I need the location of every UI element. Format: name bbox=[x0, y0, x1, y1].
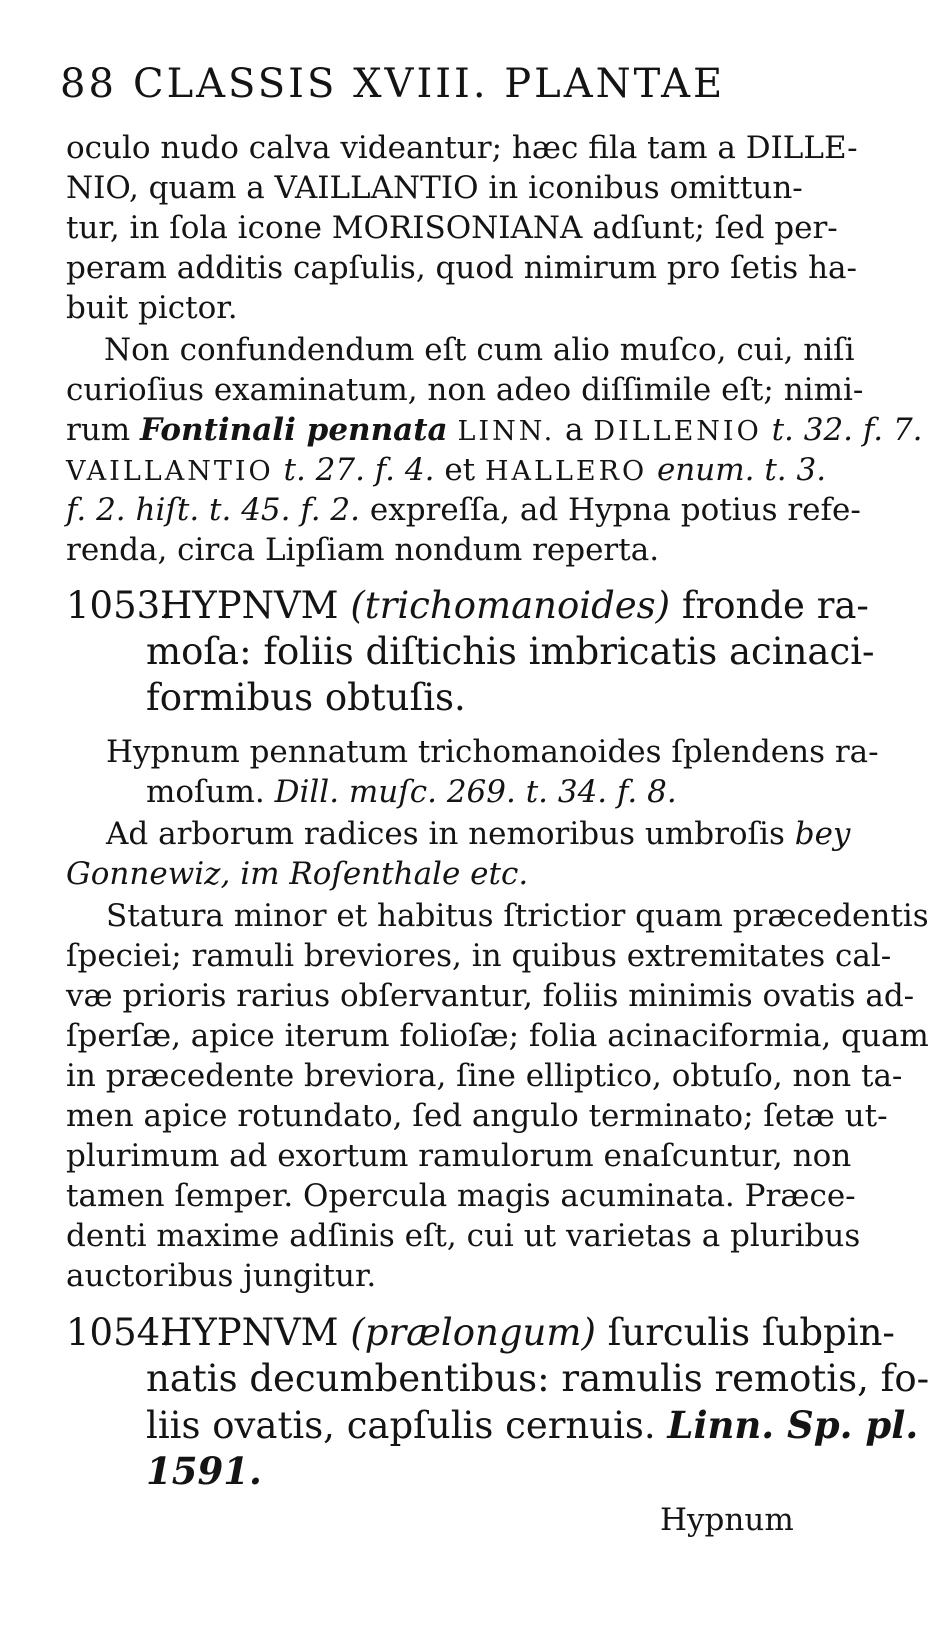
habitat-line: Gonnewiz, im Roſenthale etc. bbox=[66, 856, 529, 892]
entry-number: 1054. bbox=[66, 1311, 172, 1354]
description-line: men apice rotundato, ſed angulo terminato; ſetæ ut- bbox=[66, 1098, 888, 1134]
citation: enum. t. 3. bbox=[656, 452, 827, 488]
catchword: Hypnum bbox=[660, 1502, 794, 1538]
text-line: NIO, quam a VAILLANTIO in iconibus omittun- bbox=[66, 170, 803, 206]
citation: 1591. bbox=[146, 1449, 262, 1493]
text-line: rum Fontinali pennata LINN. a DILLENIO t. 32. f. 7. bbox=[66, 412, 923, 448]
citation: Dill. muſc. 269. t. 34. f. 8. bbox=[274, 774, 677, 810]
text-line: f. 2. hiſt. t. 45. f. 2. expreſſa, ad Hypna potius refe- bbox=[66, 492, 861, 528]
text-line: VAILLANTIO t. 27. f. 4. et HALLERO enum. t. 3. bbox=[66, 452, 827, 488]
author-name: LINN. bbox=[457, 416, 556, 447]
species-name: Fontinali pennata bbox=[140, 412, 448, 448]
entry-heading: liis ovatis, capſulis cernuis. Linn. Sp. pl. bbox=[146, 1403, 919, 1447]
entry-heading: HYPNVM (prælongum) ſurculis ſubpin- bbox=[160, 1311, 895, 1354]
habitat-line: Ad arborum radices in nemoribus umbroſis bey bbox=[106, 816, 851, 852]
description-line: tamen ſemper. Opercula magis acuminata. Præce- bbox=[66, 1178, 856, 1214]
synonym-line: moſum. Dill. muſc. 269. t. 34. f. 8. bbox=[146, 774, 677, 810]
text-line: oculo nudo calva videantur; hæc fila tam a DILLE- bbox=[66, 130, 858, 166]
description-line: denti maxime adſinis eſt, cui ut varietas a pluribus bbox=[66, 1218, 861, 1254]
citation: t. 27. f. 4. bbox=[283, 452, 435, 488]
entry-heading: moſa: foliis diſtichis imbricatis acinaci- bbox=[146, 630, 875, 673]
entry-heading: formibus obtuſis. bbox=[146, 676, 466, 719]
description-line: plurimum ad exortum ramulorum enaſcuntur, non bbox=[66, 1138, 852, 1174]
page-number: 88 bbox=[60, 61, 117, 107]
synonym-line: Hypnum pennatum trichomanoides ſplendens ra- bbox=[106, 734, 879, 770]
text-line: curioſius examinatum, non adeo diſſimile eſt; nimi- bbox=[66, 372, 864, 408]
running-title: CLASSIS XVIII. PLANTAE bbox=[133, 61, 726, 107]
description-line: Statura minor et habitus ſtrictior quam præcedentis bbox=[106, 898, 929, 934]
text-line: tur, in ſola icone MORISONIANA adſunt; ſed per- bbox=[66, 210, 838, 246]
citation: t. 32. f. 7. bbox=[771, 412, 923, 448]
citation: Linn. Sp. pl. bbox=[667, 1403, 919, 1447]
text-line: renda, circa Lipſiam nondum reperta. bbox=[66, 532, 660, 568]
author-name: DILLENIO bbox=[593, 416, 762, 447]
author-name: VAILLANTIO bbox=[66, 456, 274, 487]
description-line: ſpeciei; ramuli breviores, in quibus extremitates cal- bbox=[66, 938, 892, 974]
description-line: væ prioris rarius obſervantur, foliis minimis ovatis ad- bbox=[66, 978, 915, 1014]
entry-heading: natis decumbentibus: ramulis remotis, fo- bbox=[146, 1357, 929, 1400]
text-line: buit pictor. bbox=[66, 290, 238, 326]
author-name: HALLERO bbox=[485, 456, 648, 487]
species-epithet: (prælongum) bbox=[350, 1311, 596, 1354]
citation: f. 2. hiſt. t. 45. f. 2. bbox=[66, 492, 361, 528]
species-epithet: (trichomanoides) bbox=[350, 584, 671, 627]
description-line: auctoribus jungitur. bbox=[66, 1258, 377, 1294]
description-line: ſperſæ, apice iterum folioſæ; folia acinaciformia, quam bbox=[66, 1018, 929, 1054]
text-line: peram additis capſulis, quod nimirum pro ſetis ha- bbox=[66, 250, 857, 286]
description-line: in præcedente breviora, ſine elliptico, obtuſo, non ta- bbox=[66, 1058, 903, 1094]
entry-number: 1053. bbox=[66, 584, 172, 627]
text-line: Non confundendum eſt cum alio muſco, cui, niſi bbox=[104, 332, 855, 368]
entry-heading: HYPNVM (trichomanoides) fronde ra- bbox=[160, 584, 869, 627]
